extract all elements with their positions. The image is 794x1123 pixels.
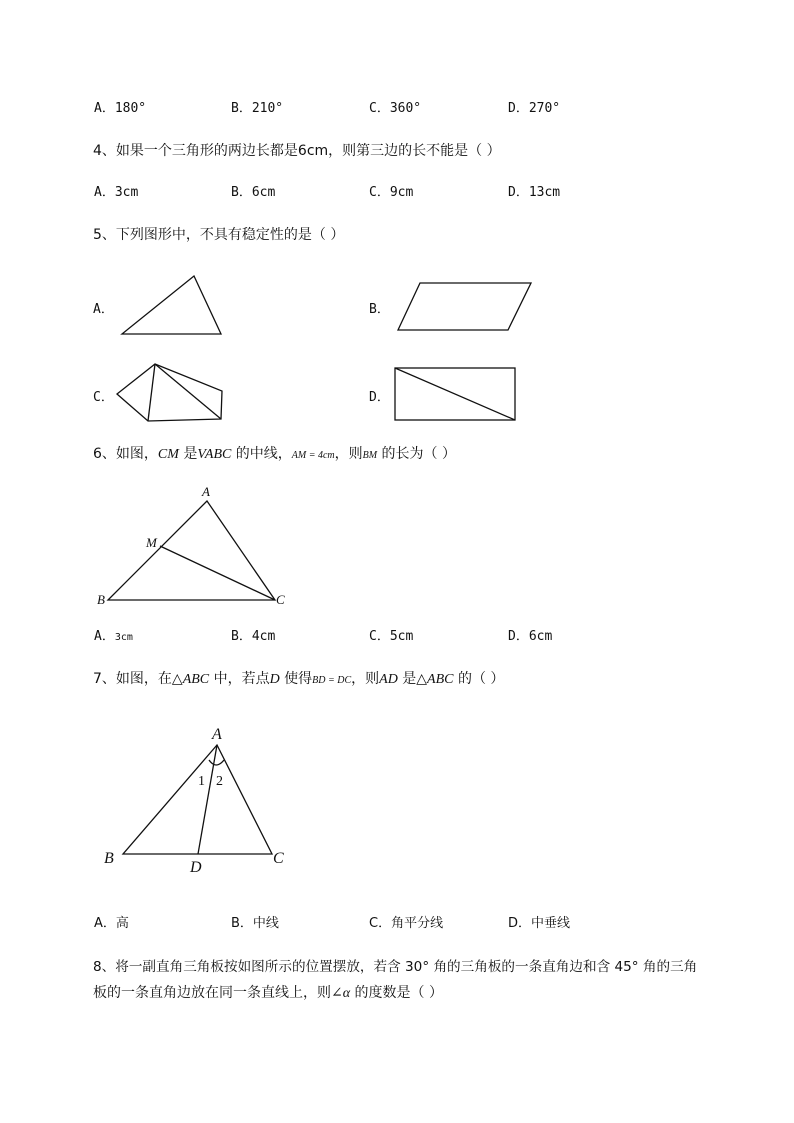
q4-option-b: B．6cm: [231, 185, 276, 200]
q6-option-d: D．6cm: [508, 629, 553, 644]
q7-point-a: A: [212, 726, 222, 743]
q8-stem-line1: 8、将一副直角三角板按如图所示的位置摆放，若含 30° 角的三角板的一条直角边和含 45° 角的三角: [93, 959, 698, 975]
q7-angle-1: 1: [198, 774, 205, 789]
q6-point-c: C: [276, 592, 285, 607]
q7-option-c: C．角平分线: [369, 916, 444, 931]
q6-point-a: A: [202, 484, 210, 499]
q7-angle-2: 2: [216, 774, 223, 789]
q6-point-m: M: [146, 535, 157, 550]
q3-option-a: A．180°: [94, 101, 147, 116]
q7-point-d: D: [190, 859, 202, 876]
q3-option-c: C．360°: [369, 101, 422, 116]
q7-option-b: B．中线: [231, 916, 279, 931]
q5-label-b: B．: [369, 302, 390, 317]
q6-option-c: C．5cm: [369, 629, 414, 644]
q4-option-a: A．3cm: [94, 185, 139, 200]
q4-option-c: C．9cm: [369, 185, 414, 200]
q7-triangle-abc: [123, 745, 272, 854]
q5-label-d: D．: [369, 390, 390, 405]
q4-stem: 4、如果一个三角形的两边长都是6cm，则第三边的长不能是（ ）: [93, 143, 501, 159]
q7-option-a: A．高: [94, 916, 129, 931]
q7-angle-arc: [209, 760, 224, 765]
q7-stem: 7、如图，在△ABC 中，若点D 使得BD = DC，则AD 是△ABC 的（ ）: [93, 671, 505, 687]
q7-point-b: B: [104, 850, 114, 867]
q6-stem: 6、如图，CM 是VABC 的中线，AM = 4cm，则BM 的长为（ ）: [93, 446, 457, 462]
q5-label-a: A．: [93, 302, 114, 317]
q5-stem: 5、下列图形中，不具有稳定性的是（ ）: [93, 227, 345, 243]
q3-option-d: D．270°: [508, 101, 561, 116]
q6-point-b: B: [97, 592, 105, 607]
q7-option-d: D．中垂线: [508, 916, 571, 931]
q5-label-c: C．: [93, 390, 114, 405]
q6-option-a: A．3cm: [94, 629, 133, 644]
q6-option-b: B．4cm: [231, 629, 276, 644]
q8-stem-line2: 板的一条直角边放在同一条直线上，则∠α 的度数是（ ）: [93, 985, 443, 1001]
q7-segment-ad: [198, 745, 217, 854]
q7-point-c: C: [273, 850, 284, 867]
q3-option-b: B．210°: [231, 101, 284, 116]
q4-option-d: D．13cm: [508, 185, 561, 200]
